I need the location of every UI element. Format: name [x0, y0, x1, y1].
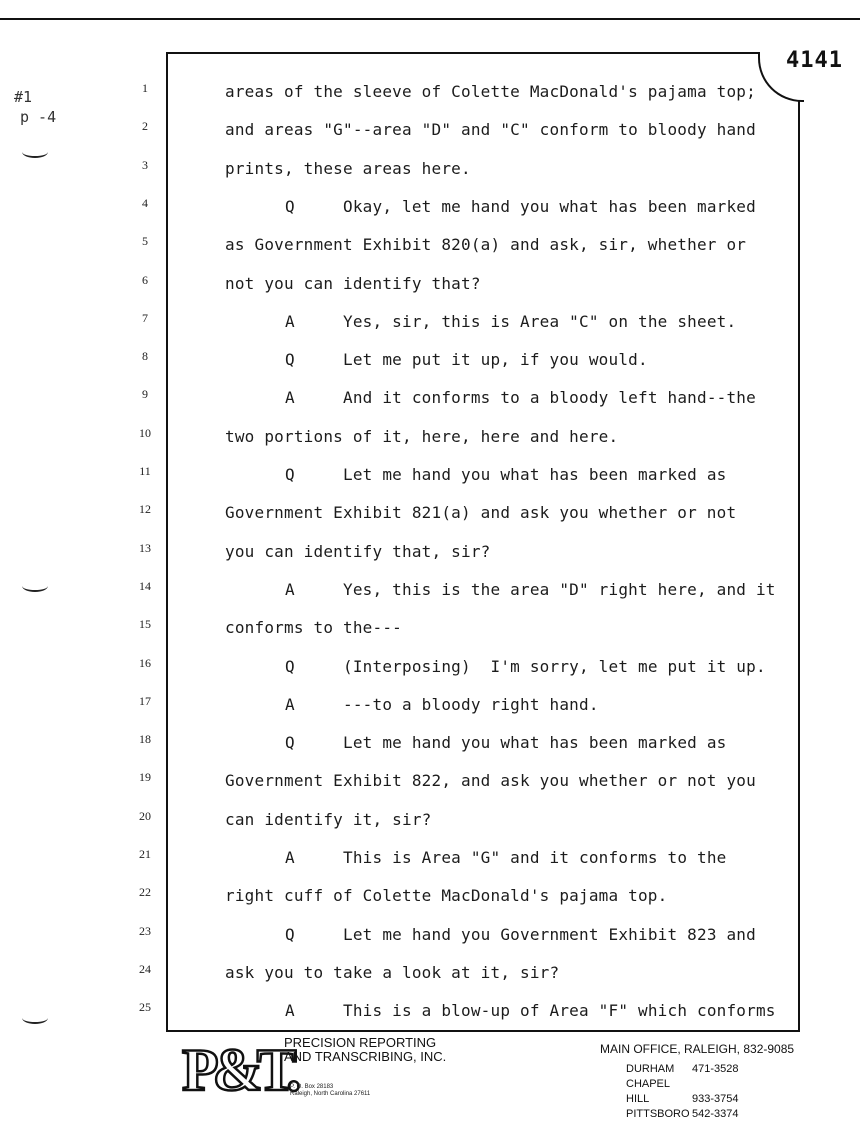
- line-text: and areas "G"--area "D" and "C" conform to bloody hand: [225, 120, 756, 140]
- transcript-line: [285, 1001, 776, 1020]
- line-text: This is Area "G" and it conforms to the: [343, 848, 727, 867]
- transcript-line: [285, 925, 756, 944]
- line-number: 5: [142, 234, 148, 249]
- line-number: 13: [139, 540, 151, 555]
- line-number: 23: [139, 923, 151, 938]
- line-text: (Interposing) I'm sorry, let me put it up.: [343, 656, 766, 676]
- line-number: 6: [142, 272, 148, 287]
- transcript-line: [285, 197, 756, 216]
- line-text: Yes, sir, this is Area "C" on the sheet.: [343, 311, 737, 331]
- office-row: [626, 1077, 739, 1107]
- line-text: Let me hand you what has been marked as: [343, 733, 727, 753]
- transcript-line: [285, 388, 756, 407]
- line-text: two portions of it, here, here and here.: [225, 426, 619, 446]
- line-number: 2: [142, 119, 148, 134]
- office-row: [626, 1062, 739, 1077]
- line-text: right cuff of Colette MacDonald's pajama top.: [225, 886, 668, 906]
- transcript-line: [225, 120, 756, 139]
- transcript-line: [225, 159, 471, 178]
- transcript-line: [225, 235, 746, 254]
- speaker-label: A: [285, 694, 295, 714]
- line-number: 25: [139, 1000, 151, 1015]
- transcript-line: [285, 580, 776, 599]
- line-number: 10: [139, 425, 151, 440]
- line-number: 19: [139, 770, 151, 785]
- transcript-line: [285, 350, 648, 369]
- transcript-line: [285, 312, 736, 331]
- line-number: 11: [139, 464, 151, 478]
- speaker-label: Q: [285, 733, 295, 753]
- line-text: can identify it, sir?: [225, 809, 432, 829]
- line-number: 3: [142, 157, 148, 172]
- line-text: Let me hand you Government Exhibit 823 and: [343, 924, 756, 944]
- speaker-label: A: [285, 388, 295, 408]
- speaker-label: Q: [285, 465, 295, 484]
- line-number: 18: [139, 732, 151, 747]
- line-text: Let me hand you what has been marked as: [343, 465, 727, 484]
- line-number: 12: [139, 502, 151, 517]
- transcript-line: [225, 542, 491, 561]
- line-text: ask you to take a look at it, sir?: [225, 962, 560, 982]
- line-text: prints, these areas here.: [225, 158, 471, 178]
- main-office: MAIN OFFICE, RALEIGH, 832-9085: [600, 1042, 795, 1056]
- margin-mark: [22, 1012, 48, 1024]
- office-phone: 471-3528: [692, 1063, 739, 1075]
- margin-tag: #1: [14, 88, 33, 106]
- margin-mark: [22, 580, 48, 592]
- line-number: 9: [142, 387, 148, 402]
- line-text: Let me put it up, if you would.: [343, 350, 648, 370]
- speaker-label: Q: [285, 924, 295, 944]
- transcript-line: [285, 657, 766, 676]
- speaker-label: Q: [285, 196, 295, 216]
- line-text: as Government Exhibit 820(a) and ask, sir, whether or: [225, 235, 747, 255]
- firm-logo: P&T.: [182, 1037, 296, 1103]
- office-phone: 542-3374: [692, 1108, 739, 1120]
- speaker-label: Q: [285, 350, 295, 370]
- speaker-label: A: [285, 311, 295, 331]
- transcript-line: [225, 82, 756, 101]
- line-number: 22: [139, 885, 151, 900]
- transcript-line: [285, 848, 726, 867]
- office-city: PITTSBORO: [626, 1108, 690, 1120]
- line-number: 4: [142, 195, 148, 210]
- line-number: 20: [139, 808, 151, 823]
- line-text: Government Exhibit 821(a) and ask you whether or not: [225, 503, 737, 523]
- top-rule: [0, 0, 860, 20]
- transcript-line: [225, 886, 667, 905]
- line-text: conforms to the---: [225, 618, 402, 638]
- firm-address: [290, 1084, 370, 1098]
- margin-mark: [22, 146, 48, 158]
- line-number: 1: [142, 81, 148, 95]
- line-number: 21: [139, 847, 151, 861]
- transcript-line: [225, 771, 756, 790]
- transcript-line: [225, 810, 432, 829]
- transcript-line: [285, 695, 599, 714]
- line-text: Yes, this is the area "D" right here, and it: [343, 579, 776, 599]
- line-number: 8: [142, 349, 148, 364]
- firm-name-line1: PRECISION REPORTING: [284, 1035, 437, 1050]
- line-text: areas of the sleeve of Colette MacDonald's pajama top;: [225, 82, 756, 101]
- line-number: 24: [139, 961, 151, 976]
- line-text: This is a blow-up of Area "F" which conforms: [343, 1001, 776, 1021]
- line-number: 17: [139, 693, 151, 708]
- speaker-label: Q: [285, 656, 295, 676]
- office-phone: 933-3754: [692, 1093, 739, 1105]
- firm-name: [284, 1036, 446, 1064]
- reporter-footer: [180, 1035, 800, 1120]
- line-number: 7: [142, 310, 148, 325]
- line-text: you can identify that, sir?: [225, 541, 491, 561]
- speaker-label: A: [285, 1001, 295, 1021]
- transcript-line: [285, 465, 726, 484]
- transcript-line: [225, 274, 481, 293]
- line-number: 14: [139, 578, 151, 593]
- line-text: And it conforms to a bloody left hand--the: [343, 388, 756, 408]
- firm-name-line2: AND TRANSCRIBING, INC.: [284, 1049, 447, 1064]
- office-row: [626, 1107, 739, 1122]
- transcript-line: [225, 618, 402, 637]
- margin-page-ref: p -4: [20, 108, 57, 126]
- line-text: Government Exhibit 822, and ask you whether or not you: [225, 771, 756, 791]
- po-box: P. O. Box 28183: [290, 1084, 334, 1090]
- office-city: CHAPEL HILL: [626, 1078, 670, 1105]
- office-city: DURHAM: [626, 1063, 675, 1075]
- speaker-label: A: [285, 848, 295, 867]
- transcript-line: [225, 427, 618, 446]
- city-state: Raleigh, North Carolina 27611: [290, 1091, 371, 1097]
- line-number: 16: [139, 655, 151, 670]
- line-text: ---to a bloody right hand.: [343, 694, 599, 714]
- transcript-line: [225, 963, 559, 982]
- line-text: Okay, let me hand you what has been marked: [343, 196, 756, 216]
- transcript-line: [225, 503, 736, 522]
- line-text: not you can identify that?: [225, 273, 481, 293]
- speaker-label: A: [285, 579, 295, 599]
- line-number: 15: [139, 617, 151, 632]
- page-number: 4141: [782, 48, 847, 73]
- branch-offices: [626, 1062, 739, 1122]
- transcript-line: [285, 733, 726, 752]
